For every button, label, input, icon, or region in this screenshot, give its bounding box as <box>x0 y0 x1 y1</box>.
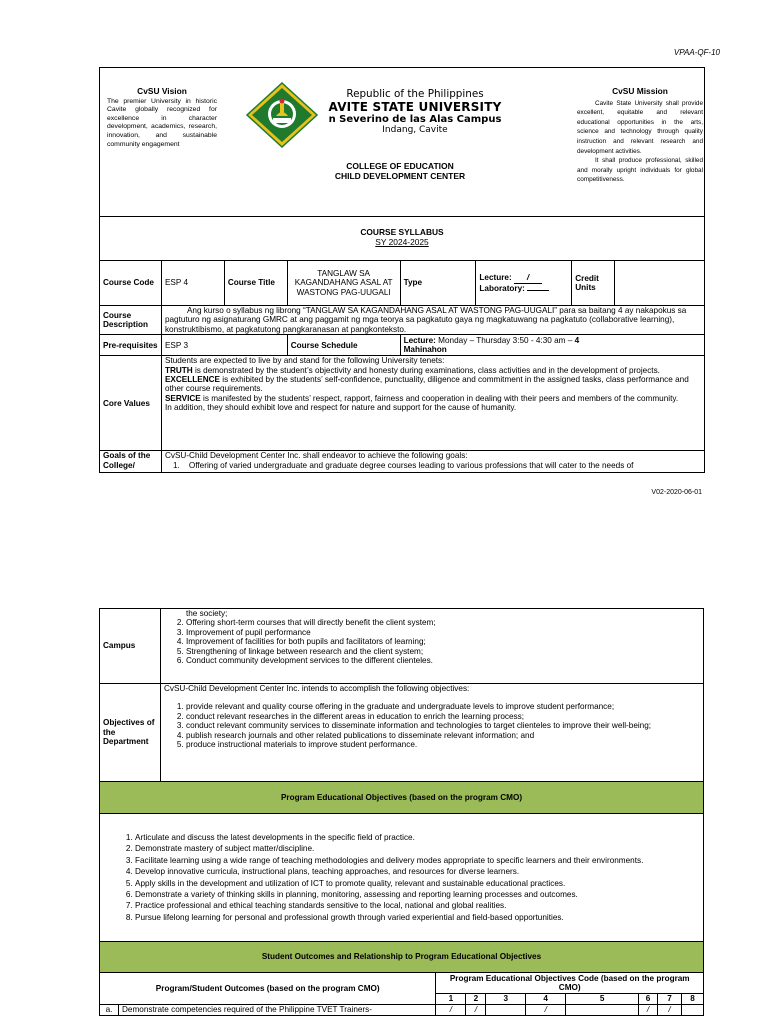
goals-text-part1 <box>161 451 704 473</box>
peo-code: 1 <box>436 994 466 1005</box>
excellence-keyword: EXCELLENCE <box>164 375 220 385</box>
goals-row-part2 <box>100 609 704 684</box>
laboratory-label: Laboratory: <box>479 283 525 293</box>
lecture-label: Lecture: <box>479 273 512 283</box>
peo-item: 4. Develop innovative curricula, instructional plans, teaching approaches, and resources for diverse learners. <box>135 866 700 877</box>
peo-item: 5. Apply skills in the development and utilization of ICT to promote quality, relevant and sustainable educational practices. <box>135 878 700 889</box>
mission-block <box>577 87 703 185</box>
prerequisites-label: Pre-requisites <box>100 335 162 356</box>
vision-text: The premier University in historic Cavite globally recognized for excellence in character development, academics, research, innovation, and sustainable community engagement <box>107 97 217 148</box>
core-truth <box>165 366 701 375</box>
objectives-label: Objectives of the Department <box>100 684 161 782</box>
schedule-time: Monday – Thursday 3:50 - 4:30 am – <box>435 335 575 345</box>
peo-item: 1. Articulate and discuss the latest developments in the specific field of practice. <box>135 832 700 843</box>
so-mark <box>681 1005 703 1016</box>
credit-units-value <box>615 261 705 306</box>
peo-code: 2 <box>466 994 486 1005</box>
core-excellence <box>165 375 701 394</box>
objectives-text <box>160 684 703 782</box>
objective-item: 5. produce instructional materials to improve student performance. <box>186 740 700 749</box>
prerequisites-value: ESP 3 <box>161 335 287 356</box>
core-service <box>165 394 701 403</box>
mission-title: CvSU Mission <box>612 86 668 96</box>
school-year: SY 2024-2025 <box>375 237 429 247</box>
syllabus-page-1 <box>99 67 705 471</box>
goal-item: 6. Conduct community development services to the different clienteles. <box>186 656 700 665</box>
goals-label-part1: Goals of the College/ <box>100 451 162 473</box>
service-text: is manifested by the students’ respect, rapport, fairness and cooperation in dealing with their peers and members of the community. <box>200 393 679 403</box>
goal-item: 3. Improvement of pupil performance <box>186 628 700 637</box>
center-name: CHILD DEVELOPMENT CENTER <box>334 171 466 181</box>
syllabus-title-block <box>100 216 704 261</box>
excellence-text: is exhibited by the students’ self-confidence, punctuality, diligence and commitment in the assigned tasks, class performance and other course requirements. <box>164 375 689 394</box>
peo-list-cell <box>100 814 704 942</box>
peo-code: 4 <box>526 994 566 1005</box>
objective-item: 2. conduct relevant researches in the different areas in education to enrich the learning process; <box>186 712 700 721</box>
peo-item: 6. Demonstrate a variety of thinking skills in planning, monitoring, assessing and reporting learning processes and outcomes. <box>135 889 700 900</box>
college-name-block <box>270 161 530 181</box>
peo-heading: Program Educational Objectives (based on the program CMO) <box>100 782 704 814</box>
peo-code: 5 <box>566 994 639 1005</box>
laboratory-blank <box>527 290 549 291</box>
vision-block <box>107 87 217 149</box>
course-code-label: Course Code <box>100 261 162 306</box>
objective-item: 3. conduct relevant community services to disseminate information and technologies to target clienteles to improve their well-being; <box>186 721 700 730</box>
so-mark: / <box>466 1005 486 1016</box>
goal-item: 2. Offering short-term courses that will directly benefit the client system; <box>186 618 700 627</box>
goals-intro: CvSU-Child Development Center Inc. shall endeavor to achieve the following goals: <box>164 451 468 461</box>
truth-keyword: TRUTH <box>164 365 193 375</box>
core-values-label: Core Values <box>100 356 162 451</box>
syllabus-page-2-table <box>99 608 704 1016</box>
course-code: ESP 4 <box>161 261 224 306</box>
college-name: COLLEGE OF EDUCATION <box>346 161 454 171</box>
objective-item: 4. publish research journals and other related publications to disseminate relevant information; and <box>186 731 700 740</box>
university-name-block <box>300 88 530 135</box>
so-mark: / <box>436 1005 466 1016</box>
goal-item-1-start: 1. Offering of varied undergraduate and graduate degree courses leading to various professions that will cater to the needs of <box>172 460 634 470</box>
course-title: TANGLAW SA KAGANDAHANG ASAL AT WASTONG PAG-UUGALI <box>287 261 400 306</box>
so-row-a <box>100 1005 704 1016</box>
description-label: Course Description <box>100 306 162 335</box>
so-mark: / <box>658 1005 682 1016</box>
so-mark <box>566 1005 639 1016</box>
so-heading: Student Outcomes and Relationship to Program Educational Objectives <box>100 942 704 973</box>
credit-units-label: Credit Units <box>572 261 615 306</box>
peo-heading-row <box>100 782 704 814</box>
goal-item-1-end: the society; <box>185 609 228 618</box>
republic-line: Republic of the Philippines <box>346 88 484 100</box>
schedule-section: Mahinahon <box>403 345 447 355</box>
core-closing: In addition, they should exhibit love and respect for nature and support for the cause of humanity. <box>164 403 517 413</box>
type-label: Type <box>400 261 476 306</box>
goals-row-part1 <box>100 451 705 473</box>
so-right-header: Program Educational Objectives Code (based on the program CMO) <box>436 973 704 994</box>
so-mark: / <box>639 1005 658 1016</box>
schedule-value <box>400 335 704 356</box>
so-header-row <box>100 973 704 994</box>
course-title-label: Course Title <box>224 261 287 306</box>
mission-text-2: It shall produce professional, skilled and morally upright individuals for global competitiveness. <box>577 157 703 184</box>
lecture-mark: / <box>514 273 542 283</box>
so-mark: / <box>526 1005 566 1016</box>
course-info-table <box>99 260 705 473</box>
peo-code: 7 <box>658 994 682 1005</box>
schedule-hours: 4 <box>574 335 580 345</box>
objectives-intro: CvSU-Child Development Center Inc. intends to accomplish the following objectives: <box>163 684 470 693</box>
goals-list <box>164 618 700 665</box>
so-text: Demonstrate competencies required of the Philippine TVET Trainers- <box>118 1005 435 1016</box>
core-values-intro: Students are expected to live by and stand for the following University tenets: <box>164 356 445 366</box>
goal-item: 5. Strengthening of linkage between research and the client system; <box>186 647 700 656</box>
so-heading-row <box>100 942 704 973</box>
description-row <box>100 306 705 335</box>
version-code: V02-2020-06-01 <box>651 489 702 496</box>
peo-item: 8. Pursue lifelong learning for personal and professional growth through varied experiential and field-based opportunities. <box>135 912 700 923</box>
campus-location: Indang, Cavite <box>382 125 448 135</box>
goal-item: 4. Improvement of facilities for both pupils and facilitators of learning; <box>186 637 700 646</box>
goal-item-1-text: Offering of varied undergraduate and graduate degree courses leading to various professions that will cater to the needs of <box>188 460 634 470</box>
peo-code: 3 <box>486 994 526 1005</box>
schedule-lecture-label: Lecture: <box>403 335 436 345</box>
peo-item: 7. Practice professional and ethical teaching standards sensitive to the local, national and global realities. <box>135 900 700 911</box>
campus-name: n Severino de las Alas Campus <box>328 114 502 125</box>
core-values-row <box>100 356 705 451</box>
peo-code: 6 <box>639 994 658 1005</box>
peo-list <box>103 832 700 923</box>
objective-item: 1. provide relevant and quality course offering in the graduate and undergraduate levels to improve student performance; <box>186 702 700 711</box>
peo-item: 3. Facilitate learning using a wide range of teaching methodologies and delivery modes appropriate to specific learners and their environments. <box>135 855 700 866</box>
course-description: Ang kurso o syllabus ng librong “TANGLAW SA KAGANDAHANG ASAL AT WASTONG PAG-UUGALI” para sa baitang 4 ay nakapokus sa pagtuturo ng asignaturang GMRC at ang paggamit ng mga teorya sa pagkatuto gaya ng magkatuwang na pagkatuto (collaborative learning), konstruktibismo, at pagkatutong pangkaranasan at pangkonteksto. <box>161 306 704 335</box>
form-code: VPAA-QF-10 <box>673 48 720 57</box>
goals-label-part2: Campus <box>100 609 161 684</box>
truth-text: is demonstrated by the student’s objectivity and honesty during examinations, class activities and in the development of projects. <box>192 365 660 375</box>
so-mark <box>486 1005 526 1016</box>
objectives-row <box>100 684 704 782</box>
goals-text-part2 <box>160 609 703 684</box>
syllabus-title: COURSE SYLLABUS <box>360 227 444 237</box>
objectives-list <box>164 702 700 749</box>
prereq-row <box>100 335 705 356</box>
service-keyword: SERVICE <box>164 393 201 403</box>
university-name: AVITE STATE UNIVERSITY <box>328 100 502 114</box>
so-letter: a. <box>100 1005 119 1016</box>
letterhead <box>100 68 704 217</box>
so-left-header: Program/Student Outcomes (based on the program CMO) <box>100 973 436 1005</box>
peo-item: 2. Demonstrate mastery of subject matter/discipline. <box>135 843 700 854</box>
vision-title: CvSU Vision <box>137 86 187 96</box>
peo-list-row <box>100 814 704 942</box>
lecture-lab-cell <box>476 261 572 306</box>
peo-code: 8 <box>681 994 703 1005</box>
schedule-label: Course Schedule <box>287 335 400 356</box>
course-row <box>100 261 705 306</box>
mission-text-1: Cavite State University shall provide excellent, equitable and relevant educational opportunities in the arts, science and technology through quality instruction and relevant research and development activities. <box>577 99 703 155</box>
core-values-text <box>161 356 704 451</box>
